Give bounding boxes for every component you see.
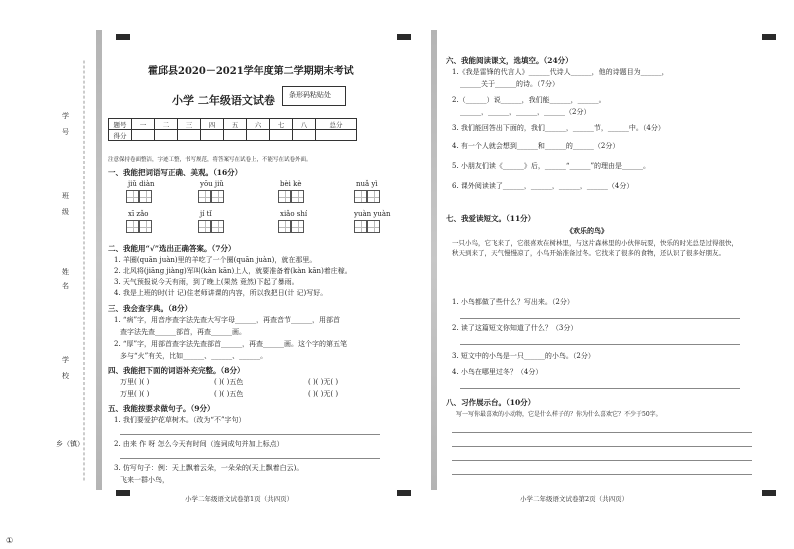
score-cell[interactable] <box>247 130 270 141</box>
answer-line[interactable] <box>460 318 740 319</box>
question-item: 3. 仿写句子：例：天上飘着云朵，一朵朵的(天上飘着白云)。 <box>114 464 304 472</box>
writing-cell[interactable] <box>126 190 139 203</box>
question-item: ______，______，______，______（2分） <box>460 108 591 116</box>
score-header: 二 <box>155 119 178 130</box>
idiom-blank[interactable]: ( )( )无( ) <box>308 390 339 398</box>
writing-cell[interactable] <box>354 190 367 203</box>
section-3-heading: 三、我会查字典。（8分） <box>108 304 192 313</box>
section-2-heading: 二、我能用“√”选出正确答案。（7分） <box>108 244 236 253</box>
margin-label: 乡（镇） <box>56 440 84 448</box>
question-item: 1.《我是雷锋的代言人》______代诗人______，他的诗题目为______， <box>452 68 669 76</box>
score-cell[interactable] <box>178 130 201 141</box>
question-item: 4. 有一个人就会想到______和______的______（2分） <box>452 142 620 150</box>
score-table <box>108 118 357 141</box>
question-item: 6. 课外阅读读了______，______，______，______（4分） <box>452 182 634 190</box>
question-item: 4. 我是上班的时(计 记)住老师讲课的内容，所以我把日(计 记)写好。 <box>114 289 328 297</box>
question-item: 多与“火”有关，比如______、______、______。 <box>120 352 268 360</box>
page-footer-right: 小学二年级语文试卷第2页（共四页） <box>520 495 629 503</box>
composition-line[interactable] <box>452 460 752 461</box>
question-item: 1. 小鸟都做了些什么？写出来。（2分） <box>452 298 574 306</box>
score-cell[interactable] <box>201 130 224 141</box>
question-item: 查字法先查______部首，再查______画。 <box>120 328 246 336</box>
writing-cell[interactable] <box>198 220 211 233</box>
registration-mark-bottom-right <box>762 490 776 496</box>
page-divider-shadow <box>431 30 437 490</box>
cut-line <box>84 61 85 481</box>
score-cell[interactable] <box>132 130 155 141</box>
writing-cell[interactable] <box>278 220 291 233</box>
question-item: 1. 羊圈(quān juàn)里的羊吃了一个圈(quān juàn)，就在那里。 <box>114 256 317 264</box>
score-cell[interactable] <box>270 130 293 141</box>
composition-line[interactable] <box>452 432 752 433</box>
section-5-heading: 五、我能按要求做句子。（9分） <box>108 404 215 413</box>
question-item: 2. 北风将(jiāng jiàng)军叫(kàn kān)上人，就要准备着(kàn kān)着庄稼。 <box>114 267 352 275</box>
question-item: 1. 我们要爱护花草树木。（改为“不”字句） <box>114 416 246 424</box>
answer-line[interactable] <box>460 388 740 389</box>
pinyin: jí tǐ <box>200 210 212 218</box>
question-item: 2. “厚”字，用部首查字法先查部首______，再查______画。这个字的第五笔 <box>114 340 348 348</box>
paper-title: 小学 二年级语文试卷 <box>172 94 275 107</box>
margin-label: 号 <box>62 128 69 136</box>
score-header: 题号 <box>109 119 132 130</box>
pinyin: xiǎo shí <box>280 210 308 218</box>
composition-prompt: 写一写你最喜欢的小动物，它是什么样子的？你为什么喜欢它？不少于50字。 <box>456 411 662 418</box>
margin-label: 学 <box>62 112 69 120</box>
barcode-label: 条形码粘贴处 <box>289 91 331 99</box>
page-bullet-icon: ① <box>6 536 14 545</box>
question-item: 2.（______）说______，我们能______，______。 <box>452 96 606 104</box>
pinyin: yōu jiǔ <box>200 180 224 188</box>
question-item: 2. 由来 作 呀 怎么今天有时间（连词成句并加上标点） <box>114 440 284 448</box>
score-cell[interactable] <box>224 130 247 141</box>
question-item: 3. 我们能回答出下面的，我们______，______节，______中。（4分） <box>452 124 665 132</box>
margin-label: 名 <box>62 282 69 290</box>
composition-line[interactable] <box>452 474 752 475</box>
margin-label: 级 <box>62 208 69 216</box>
section-6-heading: 六、我能阅读课文，选填空。（24分） <box>446 56 573 65</box>
score-header: 总分 <box>316 119 357 130</box>
exam-title: 霍邱县2020－2021学年度第二学期期末考试 <box>148 66 354 77</box>
score-cell[interactable] <box>293 130 316 141</box>
pinyin: bèi kè <box>280 180 302 188</box>
score-header: 四 <box>201 119 224 130</box>
score-header: 六 <box>247 119 270 130</box>
writing-cell[interactable] <box>139 220 152 233</box>
registration-mark-bottom-left <box>116 490 130 496</box>
writing-cell[interactable] <box>367 220 380 233</box>
pinyin: jiǔ diàn <box>128 180 155 188</box>
writing-cell[interactable] <box>139 190 152 203</box>
writing-cell[interactable] <box>211 220 224 233</box>
barcode-box <box>282 86 346 106</box>
score-header: 七 <box>270 119 293 130</box>
answer-line[interactable] <box>120 458 380 459</box>
question-item: 3. 短文中的小鸟是一只______的小鸟。（2分） <box>452 352 595 360</box>
registration-mark-top-center <box>397 34 411 40</box>
section-1-heading: 一、我能把词语写正确、美观。（16分） <box>108 168 243 177</box>
score-cell[interactable] <box>155 130 178 141</box>
idiom-blank[interactable]: ( )( )五色 <box>214 378 244 386</box>
score-cell[interactable] <box>316 130 357 141</box>
question-item: 飞来一群小鸟， <box>120 476 169 484</box>
answer-line[interactable] <box>460 344 740 345</box>
writing-cell[interactable] <box>354 220 367 233</box>
passage-title: 《欢乐的鸟》 <box>566 226 608 235</box>
idiom-blank[interactable]: ( )( )无( ) <box>308 378 339 386</box>
page-footer-left: 小学二年级语文试卷第1页（共四页） <box>185 495 294 503</box>
pinyin: xī zǎo <box>128 210 149 218</box>
registration-mark-top-right <box>762 34 776 40</box>
registration-mark-top-left <box>116 34 130 40</box>
writing-cell[interactable] <box>291 220 304 233</box>
idiom-blank[interactable]: ( )( )五色 <box>214 390 244 398</box>
score-header: 八 <box>293 119 316 130</box>
writing-cell[interactable] <box>291 190 304 203</box>
writing-cell[interactable] <box>211 190 224 203</box>
question-item: 1. “病”字，用音序查字法先查大写字母______，再查音节______，用部首 <box>114 316 341 324</box>
question-item: 3. 天气预报说今天有雨，到了晚上(果然 竟然)下起了暴雨。 <box>114 278 299 286</box>
answer-line[interactable] <box>120 434 380 435</box>
margin-label: 姓 <box>62 268 69 276</box>
margin-label: 班 <box>62 192 69 200</box>
idiom-blank[interactable]: 万里( )( ) <box>120 390 150 398</box>
section-8-heading: 八、习作展示台。（10分） <box>446 398 536 407</box>
passage-text: 一只小鸟，它飞来了，它很喜欢在树林里，与这片森林里的小伙伴玩耍，快乐的时光总是过得很快，秋天到来了，天气慢慢凉了，小鸟开始准备过冬。它找来了很多的食物，还认识了很多好朋友。 <box>452 239 738 257</box>
question-item: 4. 小鸟在哪里过冬？（4分） <box>452 368 543 376</box>
page-edge-shadow <box>96 30 102 490</box>
section-7-heading: 七、我爱读短文。（11分） <box>446 214 536 223</box>
pinyin: yuàn yuàn <box>354 210 391 218</box>
question-item: 2. 读了这篇短文你知道了什么？（3分） <box>452 324 578 332</box>
writing-cell[interactable] <box>198 190 211 203</box>
registration-mark-bottom-center <box>397 490 411 496</box>
question-item: 5. 小朋友们读《______》后，______“______”的理由是______。 <box>452 162 651 170</box>
idiom-blank[interactable]: 万里( )( ) <box>120 378 150 386</box>
margin-label: 学 <box>62 356 69 364</box>
writing-cell[interactable] <box>278 190 291 203</box>
pinyin: nuǎ yì <box>356 180 378 188</box>
writing-cell[interactable] <box>367 190 380 203</box>
score-header: 三 <box>178 119 201 130</box>
score-header: 一 <box>132 119 155 130</box>
score-header: 五 <box>224 119 247 130</box>
composition-line[interactable] <box>452 446 752 447</box>
writing-cell[interactable] <box>126 220 139 233</box>
score-row-label: 得分 <box>109 130 132 141</box>
instructions: 注意保持卷面整洁，字迹工整，书写规范，将答案写在试卷上，不能写在试卷外面。 <box>108 157 312 163</box>
question-item: ______关于______的诗。（7分） <box>460 80 559 88</box>
section-4-heading: 四、我能把下面的词语补充完整。（8分） <box>108 366 245 375</box>
margin-label: 校 <box>62 372 69 380</box>
